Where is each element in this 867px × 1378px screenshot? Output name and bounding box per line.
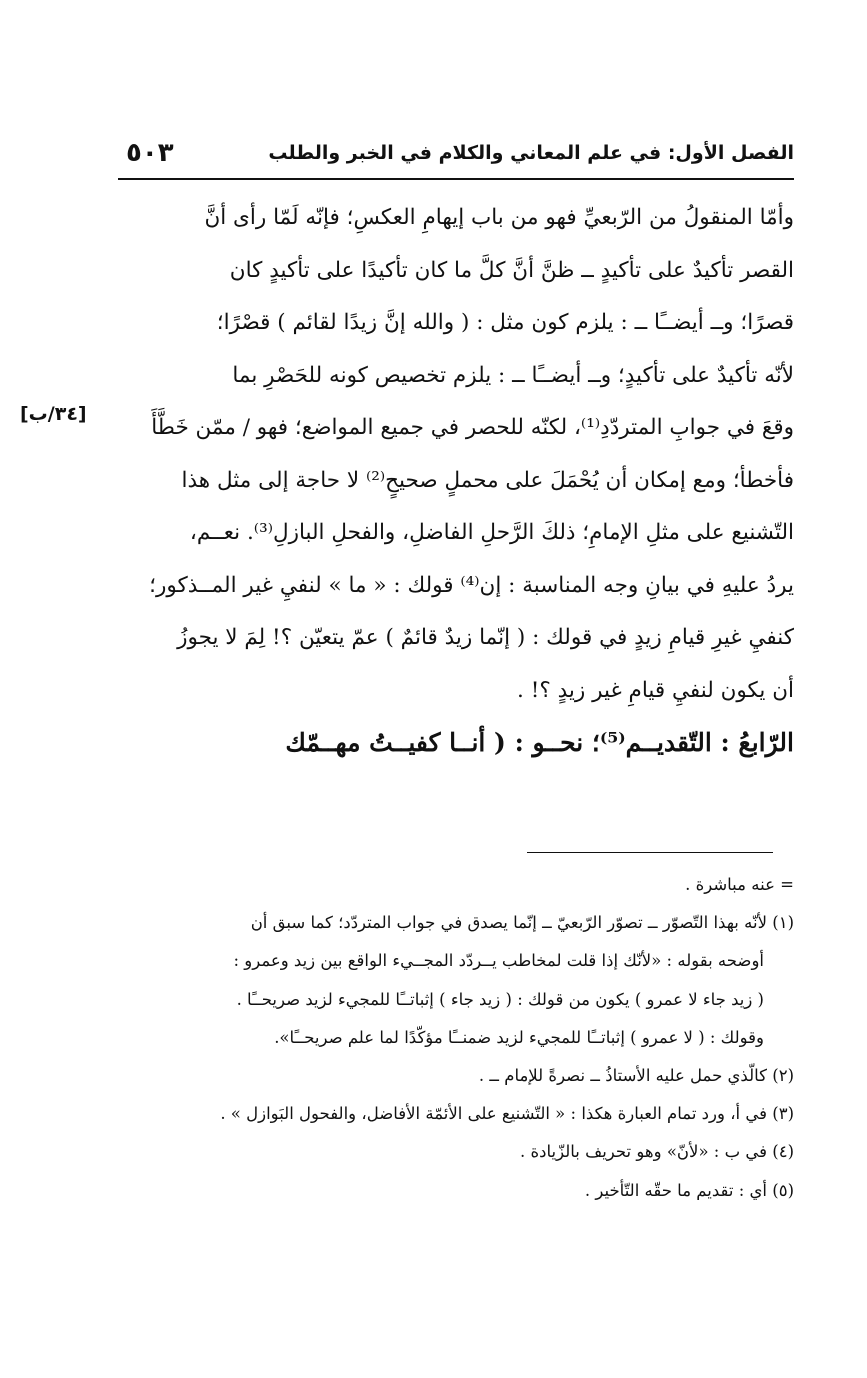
footnote-line: أوضحه بقوله : «لأنّك إذا قلت لمخاطب يــردّد المجــيء الواقع بين زيد وعمرو :	[233, 951, 764, 971]
footnote-line: (٢) كالّذي حمل عليه الأستاذُ ــ نصرةً للإمام ــ .	[478, 1065, 794, 1085]
footnotes	[92, 866, 794, 1210]
footnote-line: (٥) أي : تقديم ما حقّه التّأخير .	[584, 1180, 794, 1200]
text-line: فأخطأ؛ ومع إمكان أن يُحْمَلَ على محملٍ صحيحٍ⁽²⁾ لا حاجة إلى مثل هذا	[181, 467, 794, 493]
text-line: وأمّا المنقولُ من الرّبعيِّ فهو من باب إيهامِ العكسِ؛ فإنّه لَمّا رأى أنَّ	[204, 205, 794, 230]
text-line: القصر تأكيدٌ على تأكيدٍ ــ ظنَّ أنَّ كلَّ ما كان تأكيدًا على تأكيدٍ كان	[229, 257, 794, 283]
footnote-line: (١) لأنّه بهذا التّصوّر ــ تصوّر الرّبعيّ ــ إنّما يصدق في جواب المتردّد؛ كما سبق أن	[250, 913, 794, 933]
text-line: كنفيِ غيرِ قيامِ زيدٍ في قولك : ( إنّما زيدٌ قائمٌ ) عمّ يتعيّن ؟! لِمَ لا يجوزُ	[177, 625, 794, 650]
page-number: ٥٠٣	[126, 138, 174, 168]
section-heading: الرّابعُ : التّقديــم⁽⁵⁾؛ نحــو : ( أنــا كفيــتُ مهــمّك	[285, 728, 794, 757]
footnote-line: (٣) في أ، ورد تمام العبارة هكذا : « التّشنيع على الأئمّة الأفاضل، والفحول البَوازل » .	[220, 1104, 794, 1124]
running-header	[118, 138, 794, 178]
text-line: أن يكون لنفيِ قيامِ غير زيدٍ ؟! .	[517, 677, 794, 703]
footnote-line: وقولك : ( لا عمرو ) إثباتــًا للمجيء لزيد ضمنــًا مؤكّدًا لما علم صريحــًا».	[274, 1027, 764, 1047]
text-line: التّشنيع على مثلِ الإمامِ؛ ذلكَ الرَّحلِ الفاضلِ، والفحلِ البازلِ⁽³⁾. نعــم،	[189, 520, 794, 545]
header-rule	[118, 178, 794, 180]
text-line: يردُ عليهِ في بيانِ وجه المناسبة : إن⁽⁴⁾ قولك : « ما » لنفيِ غير المــذكور؛	[149, 572, 794, 598]
main-text	[98, 192, 794, 770]
footnote-line: = عنه مباشرة .	[685, 875, 794, 894]
manuscript-folio-reference: [٣٤/ب]	[20, 403, 87, 425]
footnote-line: (٤) في ب : «لأنّ» وهو تحريف بالزّيادة .	[520, 1142, 794, 1162]
footnote-line: ( زيد جاء لا عمرو ) يكون من قولك : ( زيد جاء ) إثباتــًا للمجيء لزيد صريحــًا .	[236, 989, 764, 1009]
text-line: قصرًا؛ وــ أيضــًا ــ : يلزم كون مثل : ( والله إنَّ زيدًا لقائم ) قصْرًا؛	[216, 310, 794, 335]
footnote-separator	[527, 852, 773, 853]
text-line: وقعَ في جوابِ المتردّدِ⁽¹⁾، لكنّه للحصر في جميع المواضع؛ فهو / ممّن خَطَّأَ	[151, 415, 794, 440]
chapter-title: الفصل الأول: في علم المعاني والكلام في الخبر والطلب	[268, 142, 794, 164]
text-line: لأنّه تأكيدٌ على تأكيدٍ؛ وــ أيضــًا ــ : يلزم تخصيص كونه للحَصْرِ بما	[232, 362, 794, 388]
